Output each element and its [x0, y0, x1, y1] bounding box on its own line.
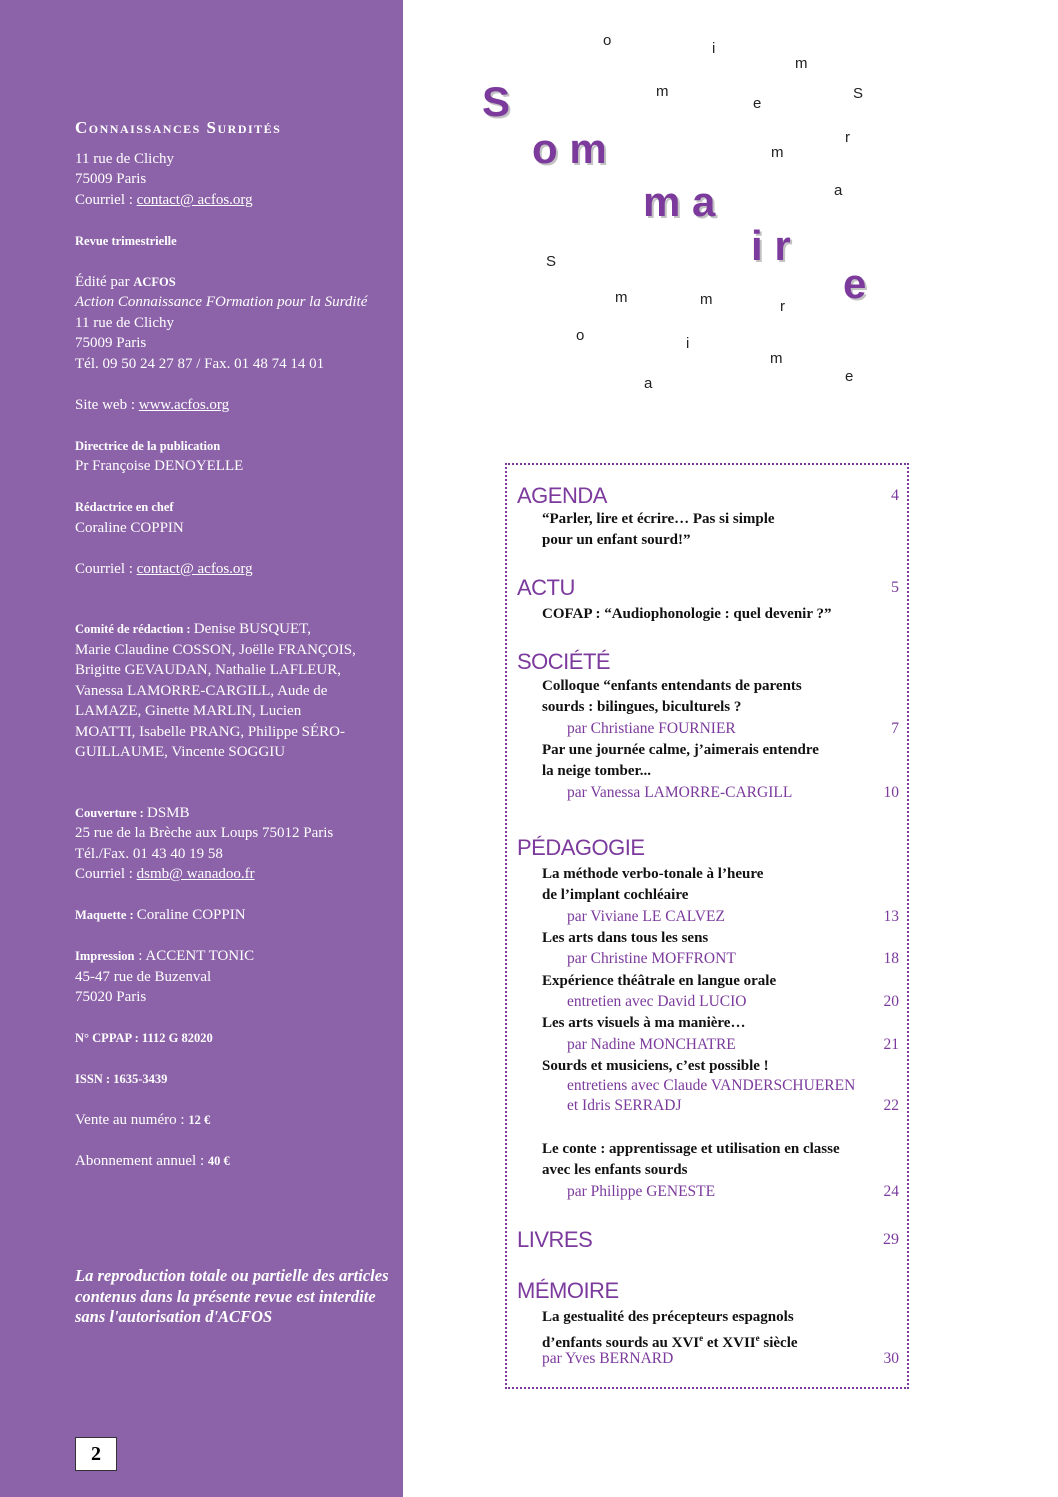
scatter-letter: a	[834, 182, 843, 199]
couverture-line: Couverture : DSMB	[75, 804, 190, 821]
page-ref: 10	[883, 784, 899, 801]
impression-label: Impression	[75, 949, 135, 963]
redactrice-label: Rédactrice en chef	[75, 500, 174, 514]
article-title[interactable]: La gestualité des précepteurs espagnols	[542, 1309, 794, 1325]
page-ref: 7	[891, 720, 899, 737]
section-agenda[interactable]: AGENDA 4	[517, 483, 899, 508]
title-letter: e	[843, 260, 867, 307]
revue-label: Revue trimestrielle	[75, 233, 177, 248]
courriel-line	[75, 864, 393, 885]
comite-line: Brigitte GEVAUDAN, Nathalie LAFLEUR,	[75, 662, 341, 678]
address-line: 75009 Paris	[75, 335, 147, 351]
page-ref: 4	[891, 487, 899, 504]
article-author: par Nadine MONCHATRE 21	[567, 1036, 899, 1053]
title-letter: o m	[532, 125, 607, 172]
page-ref: 30	[883, 1350, 899, 1367]
scatter-letter: o	[576, 327, 585, 344]
article-author: par Christine MOFFRONT 18	[567, 950, 899, 967]
article-title[interactable]: Par une journée calme, j’aimerais entendre	[542, 742, 819, 758]
site-label: Site web :	[75, 396, 139, 413]
copyright-note: La reproduction totale ou partielle des articles contenus dans la présente revue est interdite sans l'autorisation d'ACFOS	[75, 1266, 389, 1326]
article-title[interactable]: pour un enfant sourd!”	[542, 532, 691, 548]
article-title[interactable]: sourds : bilingues, biculturels ?	[542, 699, 742, 715]
comite-label: Comité de rédaction :	[75, 622, 194, 636]
title-letter: i r	[751, 222, 791, 269]
section-societe[interactable]: SOCIÉTÉ	[517, 649, 611, 674]
section-memoire[interactable]: MÉMOIRE	[517, 1278, 619, 1303]
issn-line: ISSN : 1635-3439	[75, 1072, 168, 1086]
article-title[interactable]: “Parler, lire et écrire… Pas si simple	[542, 511, 775, 527]
article-author: par Philippe GENESTE 24	[567, 1183, 899, 1200]
directrice-label: Directrice de la publication	[75, 438, 221, 453]
article-author: par Yves BERNARD 30	[542, 1350, 899, 1367]
courriel-link[interactable]: contact@ acfos.org	[136, 191, 253, 208]
page-ref: 29	[883, 1231, 899, 1248]
scatter-letter: r	[845, 129, 850, 146]
courriel-label: Courriel :	[75, 560, 137, 577]
acfos-name: ACFOS	[133, 274, 176, 289]
comite-line: Marie Claudine COSSON, Joëlle FRANÇOIS,	[75, 641, 356, 658]
scatter-letter: e	[753, 95, 762, 112]
page-ref: 22	[883, 1097, 899, 1114]
page-ref: 21	[883, 1036, 899, 1053]
page-ref: 20	[883, 993, 899, 1010]
address-line: 45-47 rue de Buzenval	[75, 968, 212, 985]
courriel-link[interactable]: contact@ acfos.org	[136, 560, 253, 577]
courriel-label: Courriel :	[75, 191, 137, 208]
address-line: 11 rue de Clichy	[75, 150, 175, 167]
scatter-letter: m	[615, 289, 628, 306]
masthead-sidebar	[0, 0, 403, 1497]
article-author: et Idris SERRADJ 22	[567, 1097, 899, 1114]
article-title[interactable]: avec les enfants sourds	[542, 1162, 688, 1178]
scatter-letter: m	[656, 83, 669, 100]
scatter-letter: i	[712, 40, 716, 57]
title-letter: S	[482, 78, 511, 125]
page-ref: 13	[883, 908, 899, 925]
article-author: par Vanessa LAMORRE-CARGILL 10	[567, 784, 899, 801]
scatter-letter: o	[603, 32, 612, 49]
redactrice-name: Coraline COPPIN	[75, 519, 184, 536]
page-ref: 24	[883, 1183, 899, 1200]
article-title[interactable]: Colloque “enfants entendants de parents	[542, 678, 802, 694]
article-title[interactable]: La méthode verbo-tonale à l’heure	[542, 866, 764, 882]
article-author: par Christiane FOURNIER 7	[567, 720, 899, 737]
sommaire-title	[403, 0, 1058, 460]
scatter-letter: i	[686, 335, 690, 352]
scatter-letter: m	[700, 291, 713, 308]
article-title[interactable]: COFAP : “Audiophonologie : quel devenir ?”	[542, 606, 832, 622]
article-title[interactable]: de l’implant cochléaire	[542, 887, 689, 903]
site-line	[75, 395, 393, 416]
brand-name: Connaissances Surdités	[75, 118, 282, 137]
section-livres[interactable]: LIVRES 29	[517, 1227, 899, 1252]
courriel-line	[75, 190, 393, 211]
page-number: 2	[75, 1437, 117, 1471]
courriel-link[interactable]: dsmb@ wanadoo.fr	[136, 866, 255, 882]
scatter-letter: m	[795, 55, 808, 72]
acfos-full-name: Action Connaissance FOrmation pour la Surdité	[75, 294, 368, 310]
scatter-letter: e	[845, 368, 854, 385]
article-title[interactable]: Sourds et musiciens, c’est possible !	[542, 1058, 769, 1074]
page-ref: 5	[891, 579, 899, 596]
couverture-label: Couverture :	[75, 805, 147, 820]
address-line: 75009 Paris	[75, 171, 147, 187]
impression-line: Impression : ACCENT TONIC	[75, 948, 255, 964]
address-line: 11 rue de Clichy	[75, 314, 175, 331]
scatter-letter: a	[644, 375, 653, 392]
masthead-text	[75, 118, 393, 1172]
article-title[interactable]: Les arts dans tous les sens	[542, 930, 709, 946]
phone-line: Tél. 09 50 24 27 87 / Fax. 01 48 74 14 01	[75, 355, 325, 372]
directrice-name: Pr Françoise DENOYELLE	[75, 458, 244, 474]
edite-label: Édité par	[75, 273, 134, 290]
title-letter: m a	[643, 178, 716, 225]
page-ref: 18	[883, 950, 899, 967]
cppap-line: N° CPPAP : 1112 G 82020	[75, 1031, 213, 1045]
maquette-line: Maquette : Coraline COPPIN	[75, 907, 246, 923]
comite-line: Comité de rédaction : Denise BUSQUET,	[75, 621, 311, 637]
scatter-letter: m	[771, 144, 784, 161]
scatter-letter: m	[770, 350, 783, 367]
comite-line: GUILLAUME, Vincente SOGGIU	[75, 744, 286, 760]
maquette-label: Maquette :	[75, 908, 137, 922]
article-author: par Viviane LE CALVEZ 13	[567, 908, 899, 925]
comite-line: LAMAZE, Ginette MARLIN, Lucien	[75, 703, 302, 719]
section-actu[interactable]: ACTU 5	[517, 575, 899, 600]
article-title[interactable]: Le conte : apprentissage et utilisation en classe	[542, 1141, 840, 1157]
address-line: 75020 Paris	[75, 989, 147, 1005]
phone-line: Tél./Fax. 01 43 40 19 58	[75, 845, 223, 862]
address-line: 25 rue de la Brèche aux Loups 75012 Paris	[75, 825, 334, 841]
vente-line: Vente au numéro : 12 €	[75, 1112, 211, 1128]
article-title[interactable]: la neige tomber...	[542, 763, 652, 779]
article-title[interactable]: d’enfants sourds au XVIe et XVIIe siècle	[542, 1333, 798, 1351]
scatter-letter: S	[853, 85, 864, 102]
scatter-letter: r	[780, 298, 785, 315]
article-title[interactable]: Expérience théâtrale en langue orale	[542, 973, 777, 989]
article-author: entretiens avec Claude VANDERSCHUEREN	[567, 1077, 856, 1094]
comite-line: Vanessa LAMORRE-CARGILL, Aude de	[75, 682, 328, 699]
article-author: entretien avec David LUCIO 20	[567, 993, 899, 1010]
abonnement-line: Abonnement annuel : 40 €	[75, 1153, 230, 1169]
site-link[interactable]: www.acfos.org	[138, 396, 230, 413]
comite-line: MOATTI, Isabelle PRANG, Philippe SÉRO-	[75, 723, 345, 740]
scatter-letter: S	[546, 253, 557, 270]
article-title[interactable]: Les arts visuels à ma manière…	[542, 1015, 746, 1031]
courriel-label: Courriel :	[75, 866, 137, 882]
table-of-contents	[505, 463, 909, 1389]
courriel-line	[75, 559, 393, 580]
edite-line	[75, 272, 393, 293]
section-pedagogie[interactable]: PÉDAGOGIE	[517, 835, 645, 860]
